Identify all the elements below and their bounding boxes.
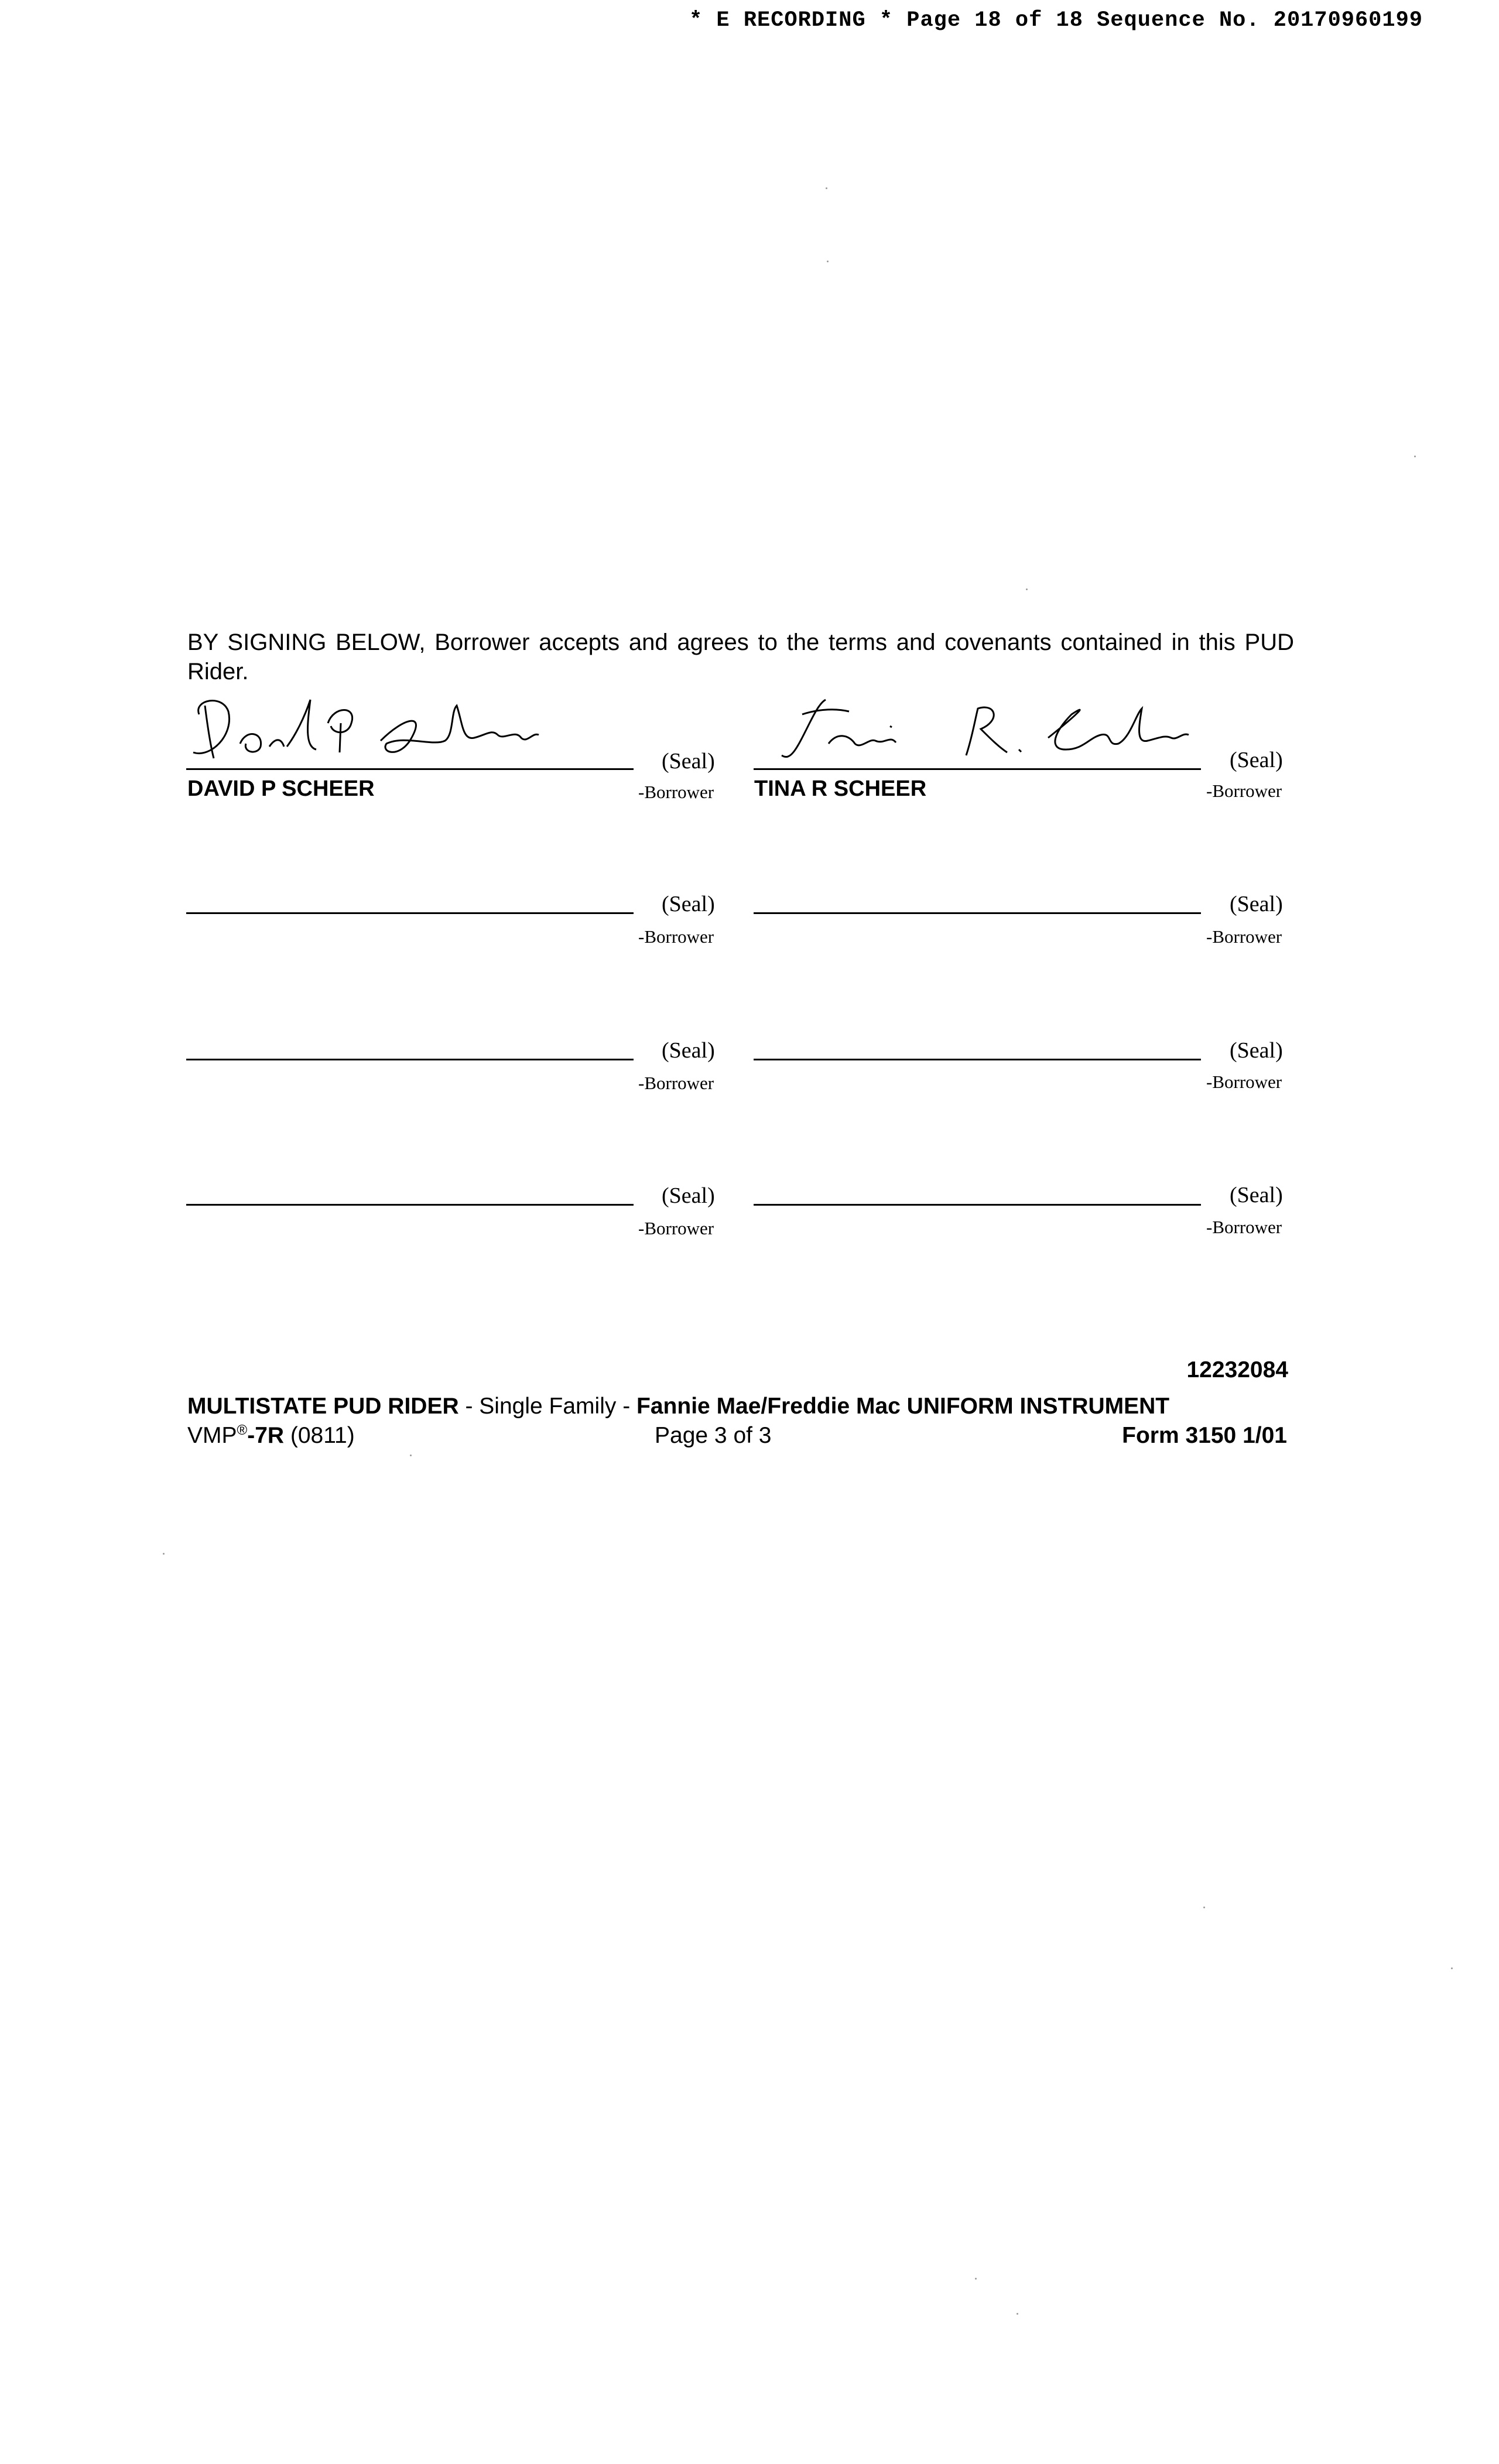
vmp-code — [187, 1423, 355, 1449]
signature-line-blank — [754, 912, 1201, 914]
scan-speck — [1026, 588, 1028, 590]
scan-speck — [1451, 1967, 1453, 1969]
seal-label: (Seal) — [1230, 748, 1283, 772]
signing-statement: BY SIGNING BELOW, Borrower accepts and agrees to the terms and covenants contained in this PUD Rider. — [187, 629, 1294, 685]
borrower-role-label: -Borrower — [638, 1073, 714, 1093]
vmp-version: (0811) — [284, 1423, 355, 1448]
signature-line-blank — [186, 1059, 634, 1060]
form-title-type: - Single Family - — [458, 1394, 637, 1419]
loan-number: 12232084 — [1186, 1357, 1288, 1382]
borrower-role-label: -Borrower — [1206, 781, 1282, 801]
seal-label: (Seal) — [662, 749, 715, 774]
scan-speck — [410, 1455, 412, 1456]
signature-line-blank — [186, 912, 634, 914]
scan-speck — [1414, 456, 1416, 457]
page-indicator: Page 3 of 3 — [655, 1423, 772, 1448]
scan-speck — [1203, 1907, 1205, 1908]
scan-speck — [163, 1553, 165, 1555]
signature-line-blank — [186, 1204, 634, 1206]
borrower-role-label: -Borrower — [638, 782, 714, 802]
signature-line-borrower-1 — [186, 768, 634, 770]
signature-tina-image — [773, 691, 1195, 767]
seal-label: (Seal) — [662, 1183, 715, 1208]
scan-speck — [826, 187, 827, 189]
seal-label: (Seal) — [662, 1038, 715, 1063]
form-title-instrument: Fannie Mae/Freddie Mac UNIFORM INSTRUMENT — [636, 1394, 1170, 1419]
borrower-name-david: DAVID P SCHEER — [187, 776, 375, 801]
seal-label: (Seal) — [662, 892, 715, 916]
borrower-name-tina: TINA R SCHEER — [754, 776, 927, 801]
signature-line-borrower-2 — [754, 768, 1201, 770]
form-title — [187, 1394, 1169, 1419]
borrower-role-label: -Borrower — [1206, 1217, 1282, 1237]
signature-tina-text: Tina R. Scheer — [773, 691, 776, 692]
borrower-role-label: -Borrower — [1206, 926, 1282, 947]
signature-david-text: David P Scheer — [187, 688, 191, 689]
seal-label: (Seal) — [1230, 892, 1283, 916]
seal-label: (Seal) — [1230, 1183, 1283, 1207]
vmp-prefix: VMP — [187, 1423, 237, 1448]
recording-header: * E RECORDING * Page 18 of 18 Sequence No. 20170960199 — [689, 8, 1423, 33]
signature-line-blank — [754, 1059, 1201, 1060]
form-number: Form 3150 1/01 — [1122, 1423, 1287, 1448]
scan-speck — [827, 261, 829, 262]
signature-david-image — [187, 688, 562, 767]
registered-mark: ® — [237, 1422, 248, 1438]
borrower-role-label: -Borrower — [638, 1218, 714, 1238]
borrower-role-label: -Borrower — [638, 926, 714, 947]
scan-speck — [1017, 2313, 1018, 2315]
seal-label: (Seal) — [1230, 1038, 1283, 1063]
borrower-role-label: -Borrower — [1206, 1072, 1282, 1092]
form-title-rider: MULTISTATE PUD RIDER — [187, 1394, 459, 1419]
scan-speck — [975, 2278, 977, 2280]
vmp-form-code: -7R — [247, 1423, 285, 1448]
signature-line-blank — [754, 1204, 1201, 1206]
